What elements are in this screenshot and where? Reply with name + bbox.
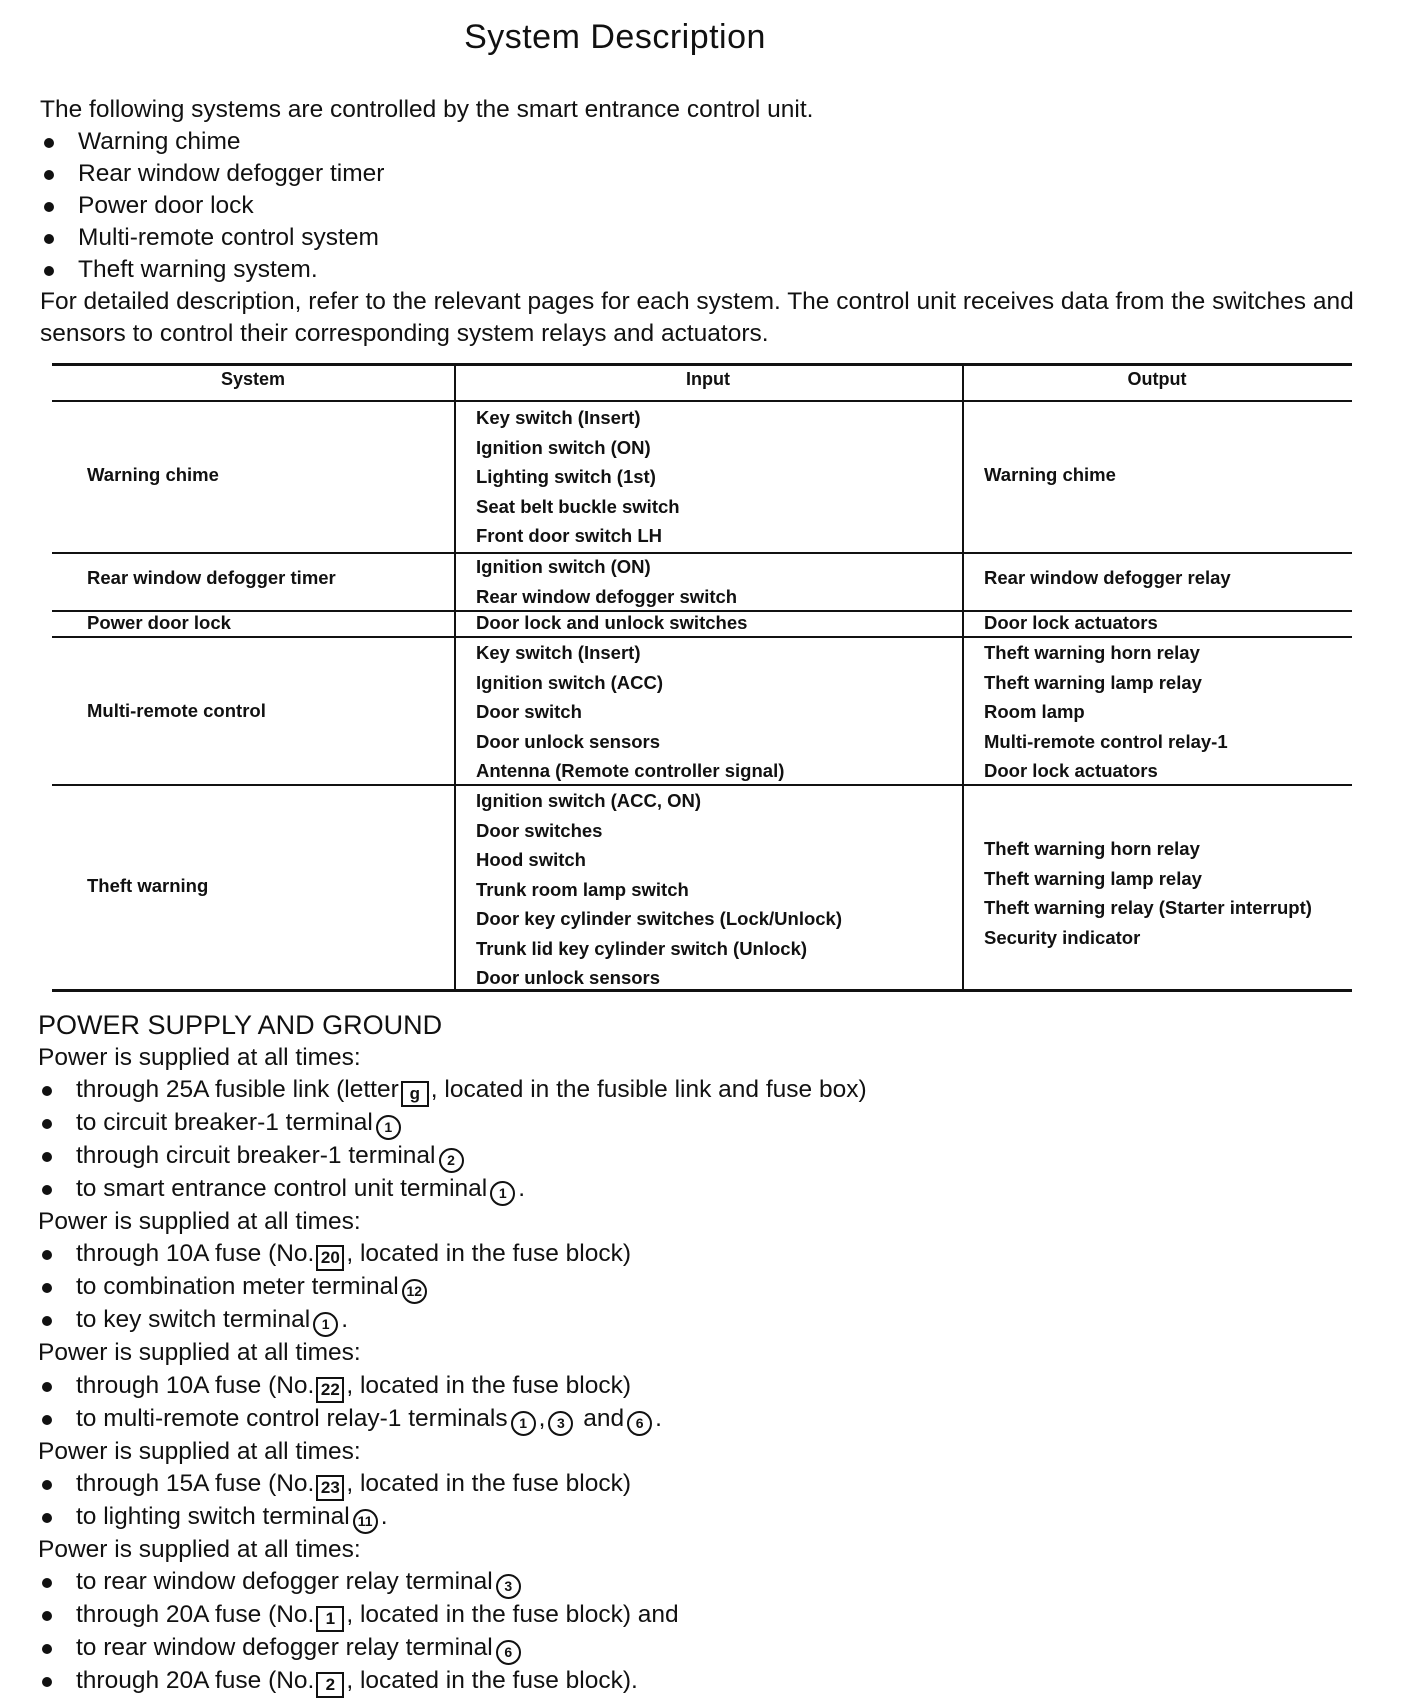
list-item: through 20A fuse (No. 1 , located in the fuse block) and: [38, 1599, 1368, 1632]
list-item: Multi-remote control system: [40, 222, 1370, 254]
bullet-icon: [42, 1316, 52, 1326]
controlled-systems-list: [40, 126, 1370, 286]
supply-lead: Power is supplied at all times:: [38, 1208, 361, 1236]
bullet-icon: [42, 1382, 52, 1392]
bullet-icon: [42, 1480, 52, 1490]
list-item: to multi-remote control relay-1 terminals 1 , 3 and 6 .: [38, 1403, 1368, 1436]
list-item: Power door lock: [40, 190, 1370, 222]
table-top-rule: [52, 363, 1352, 366]
bullet-icon: [42, 1086, 52, 1096]
list-item: through 10A fuse (No. 20 , located in the fuse block): [38, 1238, 1368, 1271]
list-item: through 10A fuse (No. 22 , located in the fuse block): [38, 1370, 1368, 1403]
bullet-icon: [42, 1152, 52, 1162]
list-item: to combination meter terminal 12: [38, 1271, 1368, 1304]
supply-list: [38, 1468, 1368, 1534]
table-cell-output: Door lock actuators: [984, 612, 1158, 633]
fuse-number-badge: 1: [316, 1606, 344, 1632]
table-cell-input: Ignition switch (ACC, ON) Door switches Hood switch Trunk room lamp switch Door key cylinder switches (Lock/Unlock) Trunk lid key cylinder switch (Unlock) Door unlock sensors: [476, 790, 842, 988]
table-cell-system: Warning chime: [87, 464, 219, 485]
terminal-number-badge: 6: [627, 1411, 652, 1436]
supply-lead: Power is supplied at all times:: [38, 1535, 361, 1563]
table-cell-output: Theft warning horn relay Theft warning lamp relay Theft warning relay (Starter interrupt) Security indicator: [984, 838, 1312, 948]
terminal-number-badge: 2: [439, 1148, 464, 1173]
supply-list: [38, 1370, 1368, 1436]
fuse-number-badge: 23: [316, 1475, 344, 1501]
list-item: through circuit breaker-1 terminal 2: [38, 1140, 1368, 1173]
table-cell-output: Warning chime: [984, 464, 1116, 485]
terminal-number-badge: 1: [511, 1411, 536, 1436]
terminal-number-badge: 1: [313, 1312, 338, 1337]
list-item: through 20A fuse (No. 2 , located in the fuse block).: [38, 1665, 1368, 1698]
table-cell-system: Power door lock: [87, 612, 231, 633]
list-item: to circuit breaker-1 terminal 1: [38, 1107, 1368, 1140]
list-item: Warning chime: [40, 126, 1370, 158]
terminal-number-badge: 3: [496, 1574, 521, 1599]
bullet-icon: [42, 1578, 52, 1588]
power-supply-section: [38, 1008, 1368, 1698]
list-item: to smart entrance control unit terminal 1 .: [38, 1173, 1368, 1206]
fusible-link-letter-badge: g: [401, 1081, 429, 1107]
list-item: to lighting switch terminal 11 .: [38, 1501, 1368, 1534]
supply-lead: Power is supplied at all times:: [38, 1339, 361, 1367]
list-item: to key switch terminal 1 .: [38, 1304, 1368, 1337]
table-header-rule: [52, 400, 1352, 402]
column-header-output: Output: [1127, 369, 1187, 389]
list-item: to rear window defogger relay terminal 6: [38, 1632, 1368, 1665]
bullet-icon: [44, 202, 54, 212]
bullet-icon: [42, 1611, 52, 1621]
fuse-number-badge: 22: [316, 1377, 344, 1403]
table-cell-system: Theft warning: [87, 875, 209, 896]
supply-list: [38, 1566, 1368, 1698]
bullet-icon: [42, 1677, 52, 1687]
list-item: through 25A fusible link (letter g , located in the fusible link and fuse box): [38, 1074, 1368, 1107]
list-item: through 15A fuse (No. 23 , located in the fuse block): [38, 1468, 1368, 1501]
terminal-number-badge: 11: [353, 1509, 378, 1534]
intro-detail: For detailed description, refer to the relevant pages for each system. The control unit receives data from the switches and sensors to control their corresponding system relays and actuators.: [40, 288, 1354, 347]
terminal-number-badge: 1: [490, 1181, 515, 1206]
bullet-icon: [44, 234, 54, 244]
bullet-icon: [42, 1185, 52, 1195]
supply-list: [38, 1074, 1368, 1206]
bullet-icon: [42, 1283, 52, 1293]
table-cell-input: Ignition switch (ON) Rear window defogger switch: [476, 556, 738, 607]
column-divider: [454, 363, 456, 992]
bullet-icon: [44, 138, 54, 148]
column-header-system: System: [220, 369, 286, 389]
table-cell-input: Key switch (Insert) Ignition switch (ON) Lighting switch (1st) Seat belt buckle switch Front door switch LH: [476, 407, 680, 546]
column-divider: [962, 363, 964, 992]
table-cell-system: Multi-remote control: [87, 700, 266, 721]
table-cell-input: Door lock and unlock switches: [476, 612, 748, 633]
bullet-icon: [44, 170, 54, 180]
bullet-icon: [44, 266, 54, 276]
supply-list: [38, 1238, 1368, 1337]
intro-lead: The following systems are controlled by the smart entrance control unit.: [40, 96, 814, 123]
table-cell-input: Key switch (Insert) Ignition switch (ACC) Door switch Door unlock sensors Antenna (Remote controller signal): [476, 642, 785, 781]
list-item: to rear window defogger relay terminal 3: [38, 1566, 1368, 1599]
bullet-icon: [42, 1513, 52, 1523]
terminal-number-badge: 6: [496, 1640, 521, 1665]
bullet-icon: [42, 1250, 52, 1260]
intro-section: [40, 94, 1370, 350]
column-header-input: Input: [686, 369, 730, 389]
table-cell-output: Rear window defogger relay: [984, 567, 1231, 588]
terminal-number-badge: 1: [376, 1115, 401, 1140]
table-cell-output: Theft warning horn relay Theft warning lamp relay Room lamp Multi-remote control relay-1 Door lock actuators: [984, 642, 1228, 781]
terminal-number-badge: 12: [402, 1279, 427, 1304]
fuse-number-badge: 2: [316, 1672, 344, 1698]
supply-lead: Power is supplied at all times:: [38, 1044, 361, 1071]
list-item: Theft warning system.: [40, 254, 1370, 286]
terminal-number-badge: 3: [548, 1411, 573, 1436]
supply-lead: Power is supplied at all times:: [38, 1437, 361, 1465]
bullet-icon: [42, 1644, 52, 1654]
section-heading: POWER SUPPLY AND GROUND: [38, 1010, 443, 1040]
bullet-icon: [42, 1119, 52, 1129]
table-cell-system: Rear window defogger timer: [87, 567, 336, 588]
bullet-icon: [42, 1415, 52, 1425]
page-title: System Description: [464, 18, 766, 56]
system-table: [52, 363, 1352, 993]
fuse-number-badge: 20: [316, 1245, 344, 1271]
list-item: Rear window defogger timer: [40, 158, 1370, 190]
